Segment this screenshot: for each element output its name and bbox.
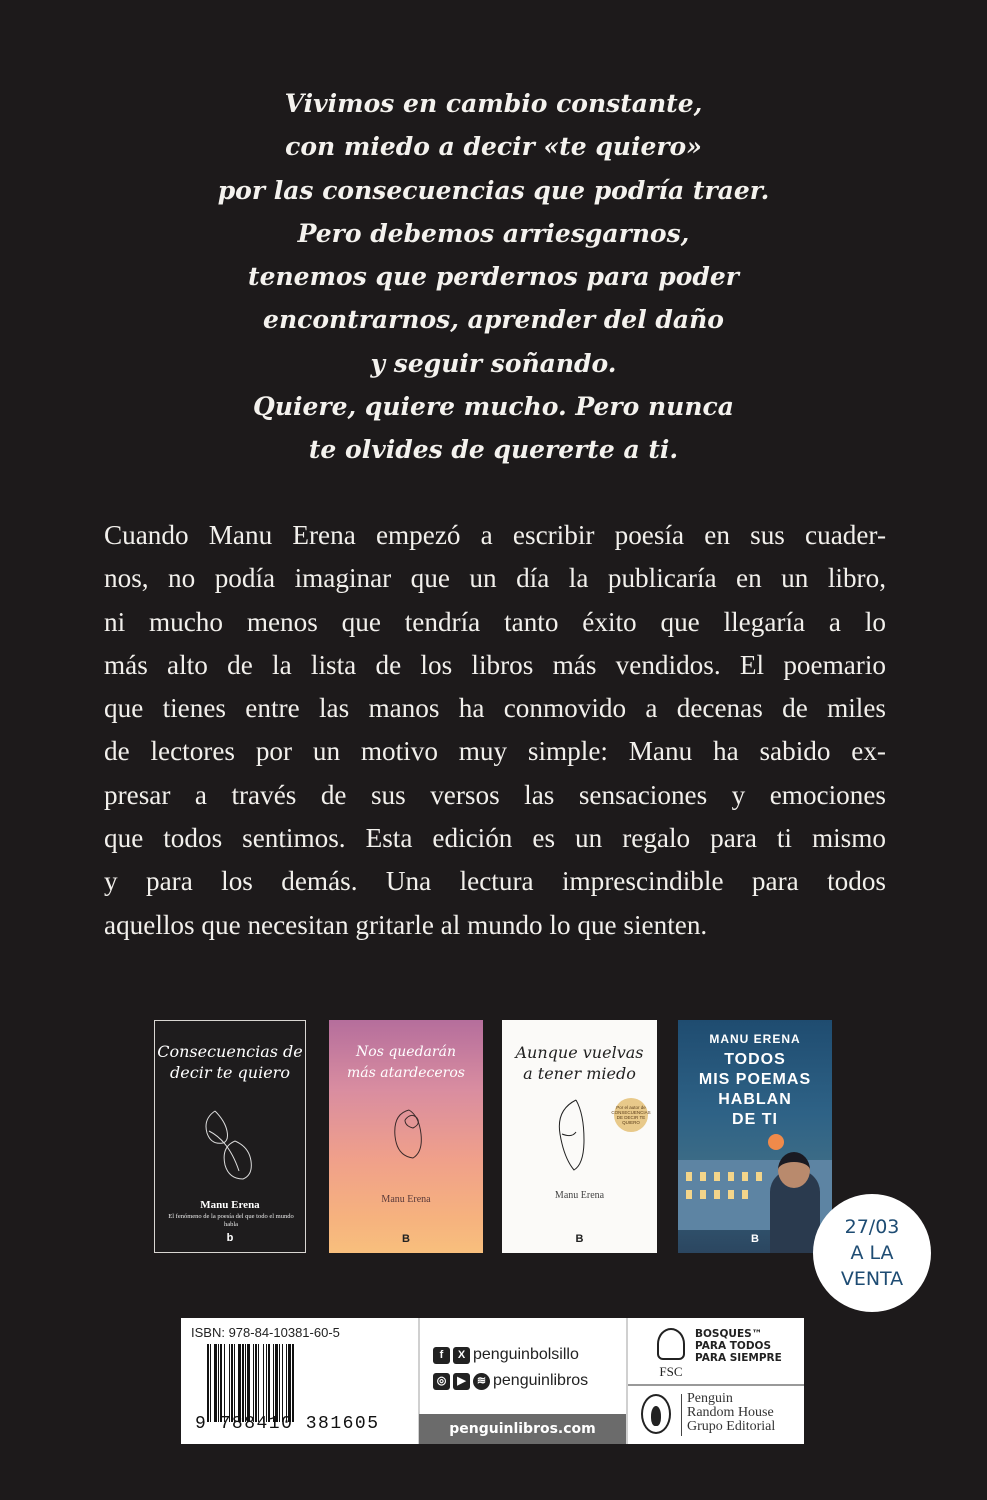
poem-line: Quiere, quiere mucho. Pero nunca <box>253 392 734 422</box>
social-row <box>433 1346 579 1364</box>
description-line: ni mucho menos que tendría tanto éxito que llegaría a lo <box>104 606 886 637</box>
book-author: Manu Erena <box>554 1190 605 1201</box>
instagram-icon: ◎ <box>433 1373 450 1390</box>
description-text <box>104 514 886 947</box>
poem-line: con miedo a decir «te quiero» <box>285 132 702 162</box>
publisher-logo: B <box>402 1233 410 1245</box>
poem-line: por las consecuencias que podría traer. <box>217 175 770 205</box>
sunset-illustration <box>768 1134 784 1150</box>
description-line: nos, no podía imaginar que un día la publicaría en un libro, <box>104 563 886 594</box>
book-title: Nos quedarán más atardeceros <box>347 1044 465 1081</box>
facebook-icon: f <box>433 1347 450 1364</box>
penguin-logo-icon <box>641 1394 671 1434</box>
publisher-logo: b <box>226 1232 234 1244</box>
social-handle: penguinlibros <box>493 1372 589 1389</box>
book-cover-consecuencias <box>154 1020 306 1253</box>
book-title: TODOS MIS POEMAS HABLAN DE TI <box>698 1051 812 1128</box>
divider <box>626 1318 628 1444</box>
poem-line: encontrarnos, aprender del daño <box>263 305 724 335</box>
publisher-logo: B <box>575 1233 584 1245</box>
divider <box>681 1394 682 1436</box>
description-line: más alto de la lista de los libros más vendidos. El poemario <box>104 649 886 680</box>
book-cover-todos-mis-poemas <box>678 1020 832 1253</box>
divider <box>628 1384 804 1386</box>
person-head-illustration <box>778 1152 810 1188</box>
book-title: Aunque vuelvas a tener miedo <box>515 1043 644 1083</box>
release-date: 27/03 <box>844 1216 900 1238</box>
isbn-text: ISBN: 978-84-10381-60-5 <box>191 1325 340 1340</box>
barcode-digits: 9 788410 381605 <box>195 1414 380 1434</box>
poem-line: tenemos que perdernos para poder <box>248 262 739 292</box>
description-line: que tienes entre las manos ha conmovido a decenas de miles <box>104 693 886 724</box>
publisher-logo: B <box>751 1233 759 1245</box>
website-link[interactable]: penguinlibros.com <box>419 1414 626 1444</box>
book-author: Manu Erena <box>200 1199 260 1211</box>
description-line: aquellos que necesitan gritarle al mundo lo que sienten. <box>104 909 708 940</box>
book-cover-aunque-vuelvas <box>502 1020 657 1253</box>
recommendation-sticker: Por el autor de CONSECUENCIAS DE DECIR TE QUIERO <box>614 1098 648 1132</box>
book-author: MANU ERENA <box>709 1032 801 1046</box>
poem-line: te olvides de quererte a ti. <box>308 435 679 465</box>
poem-line: Pero debemos arriesgarnos, <box>297 218 690 248</box>
social-row <box>433 1372 588 1390</box>
social-handle: penguinbolsillo <box>473 1346 579 1363</box>
blurb-poem <box>0 82 987 472</box>
back-info-panel <box>181 1318 804 1444</box>
book-author: Manu Erena <box>381 1194 431 1205</box>
book-tagline: El fenómeno de la poesía del que todo el mundo habla <box>168 1213 294 1228</box>
line-art-faces-illustration <box>195 1101 265 1191</box>
poem-line: Vivimos en cambio constante, <box>284 89 703 118</box>
fsc-label: FSC <box>659 1364 683 1379</box>
bosques-text: BOSQUES™ PARA TODOS PARA SIEMPRE <box>695 1328 782 1364</box>
description-line: y para los demás. Una lectura imprescindible para todos <box>104 866 886 897</box>
x-icon: X <box>453 1347 470 1364</box>
book-cover-atardeceros <box>329 1020 483 1253</box>
youtube-icon: ▶ <box>453 1373 470 1390</box>
book-title: Consecuencias de decir te quiero <box>157 1042 303 1082</box>
spotify-icon: ≋ <box>473 1373 490 1390</box>
description-line: que todos sentimos. Esta edición es un regalo para ti mismo <box>104 823 886 854</box>
barcode <box>207 1344 389 1422</box>
publisher-name: Penguin Random House Grupo Editorial <box>687 1391 776 1434</box>
line-art-face-illustration <box>546 1094 596 1184</box>
description-line: presar a través de sus versos las sensaciones y emociones <box>104 779 886 810</box>
release-date-badge <box>813 1194 931 1312</box>
description-line: de lectores por un motivo muy simple: Manu ha sabido ex- <box>104 736 886 767</box>
release-line: VENTA <box>840 1268 904 1290</box>
fsc-logo <box>649 1328 693 1384</box>
description-line: Cuando Manu Erena empezó a escribir poesía en sus cuader- <box>104 520 886 550</box>
tree-icon <box>657 1328 685 1360</box>
poem-line: y seguir soñando. <box>370 348 617 378</box>
release-line: A LA <box>850 1242 894 1264</box>
line-art-face-illustration <box>379 1100 439 1170</box>
